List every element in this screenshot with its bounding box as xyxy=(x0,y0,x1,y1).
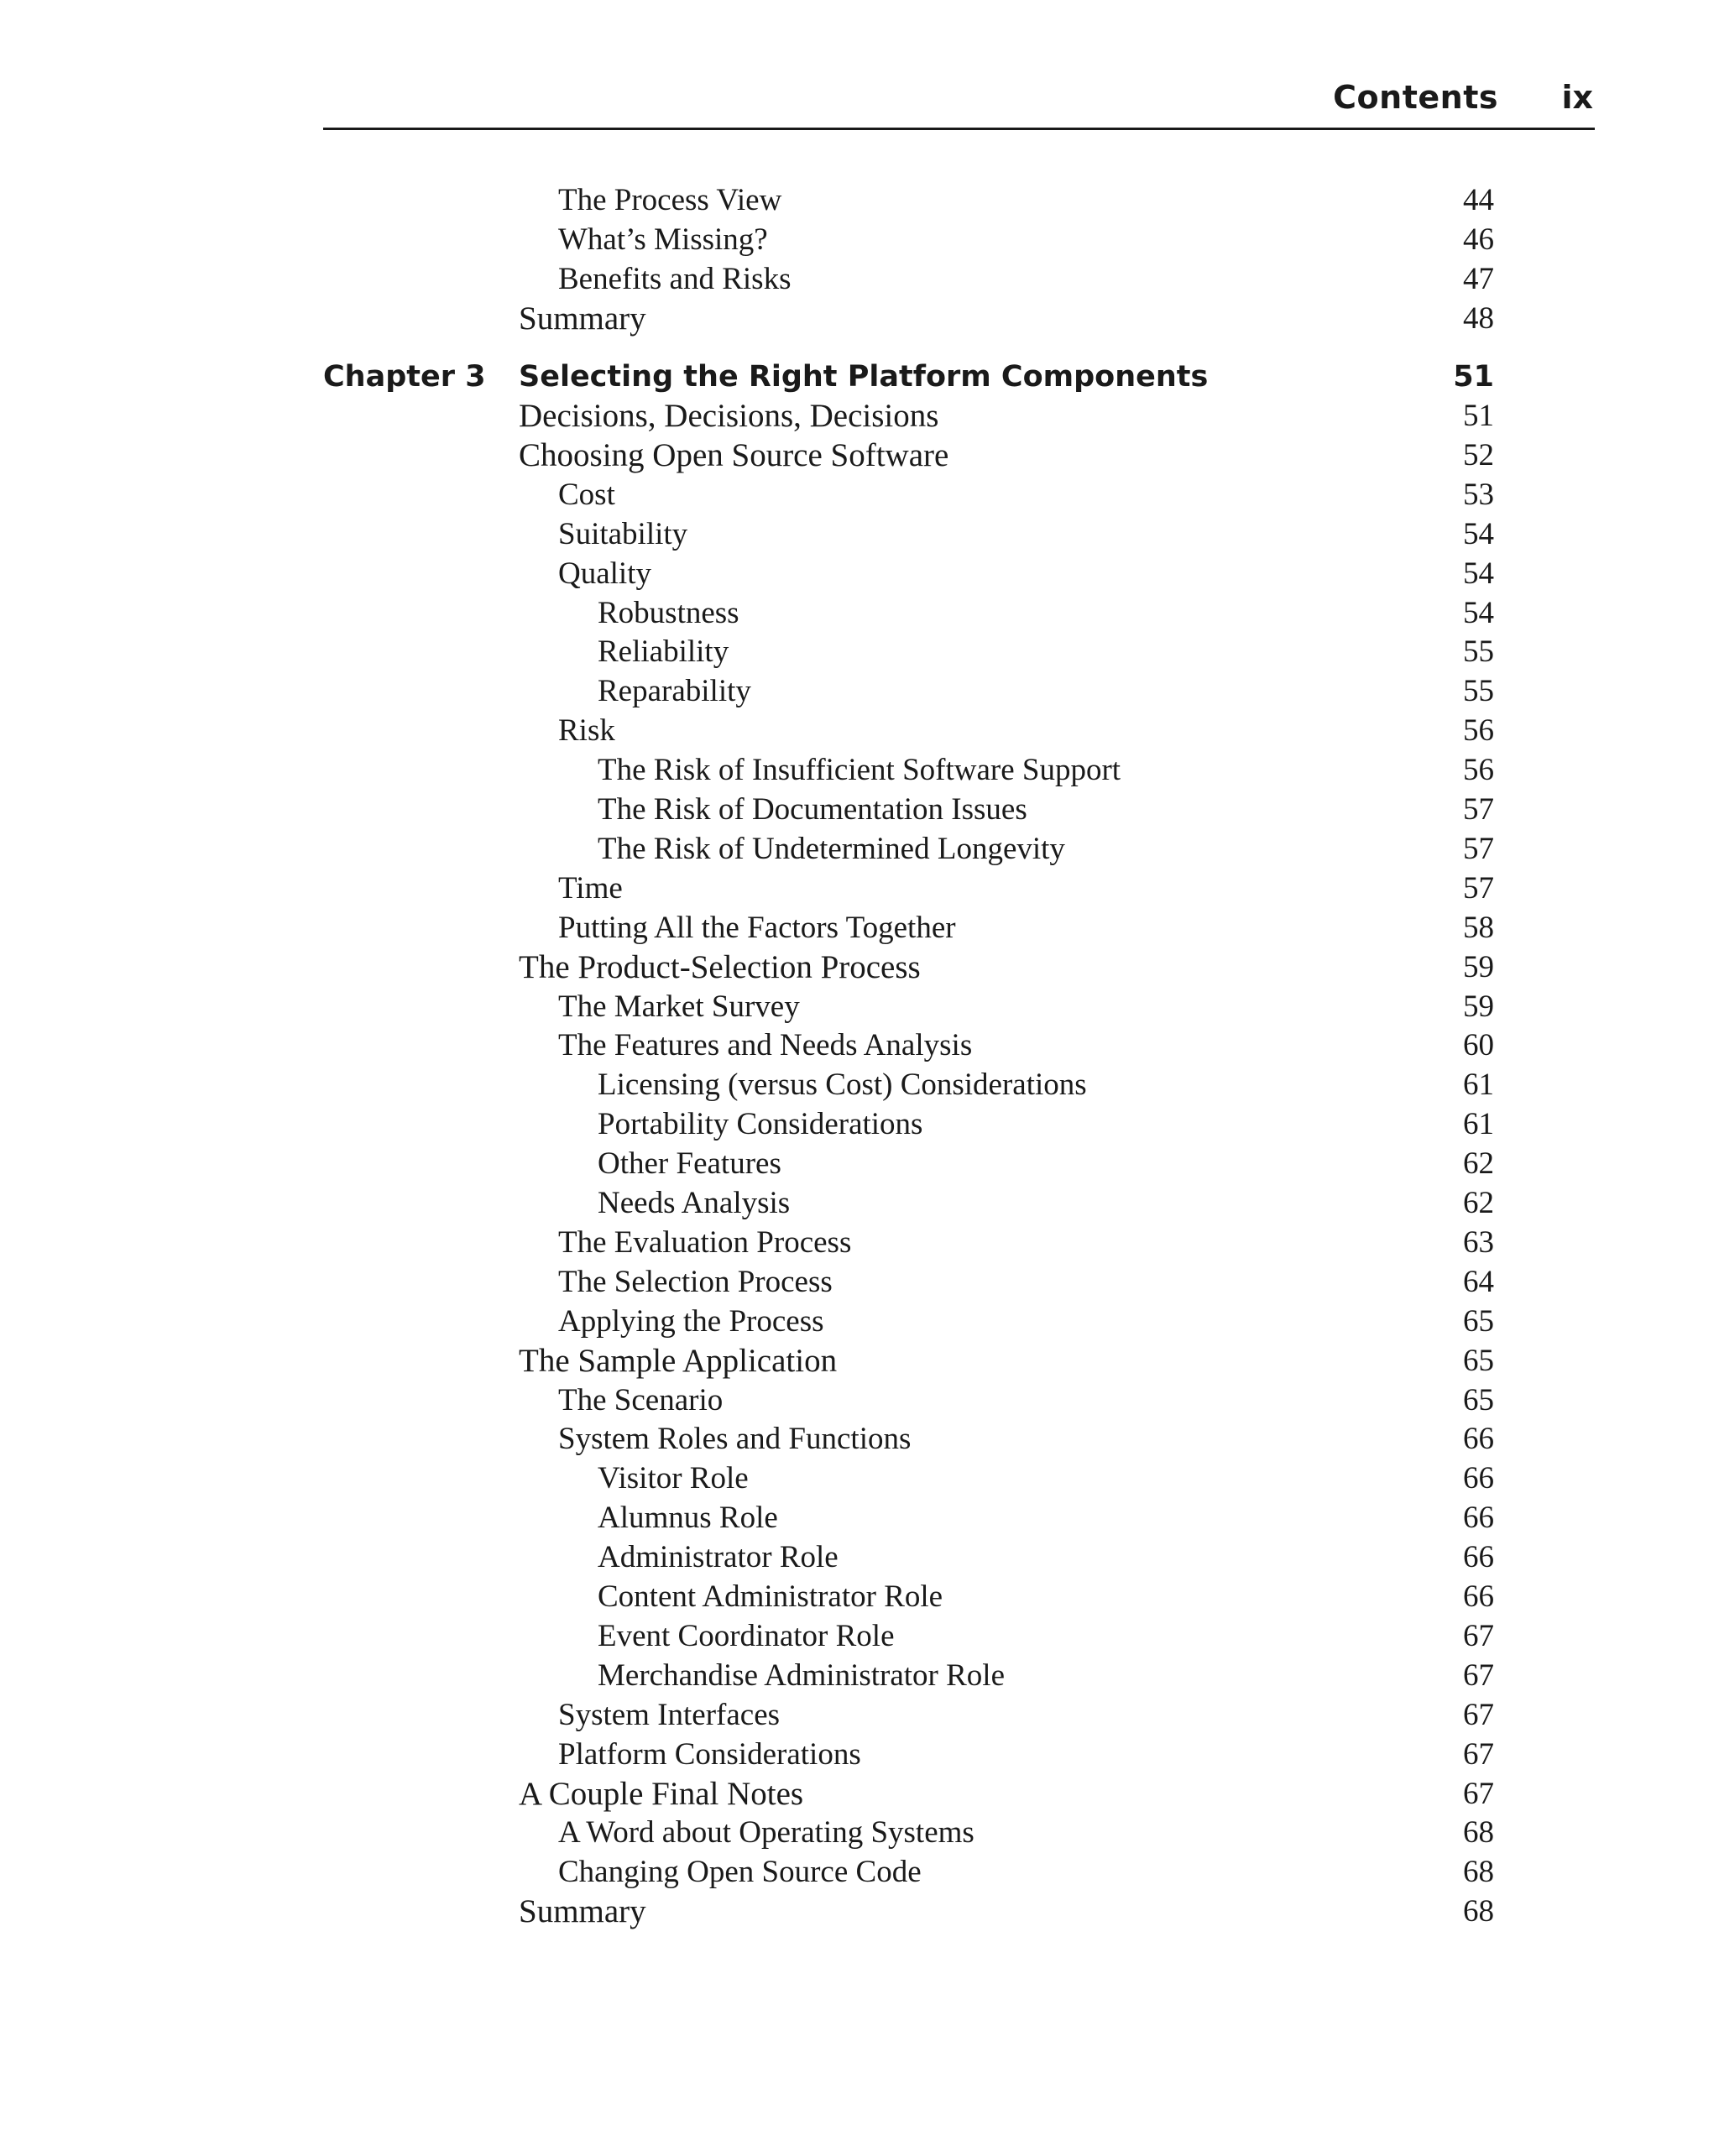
toc-entry xyxy=(323,476,1494,514)
toc-entry xyxy=(323,672,1494,711)
toc-entry xyxy=(323,1066,1494,1104)
toc-entry-title: System Interfaces xyxy=(558,1697,781,1732)
toc-entry-page-number: 62 xyxy=(1463,1186,1494,1220)
toc-entry-page-number: 48 xyxy=(1463,300,1494,336)
toc-entry-page-number: 64 xyxy=(1463,1264,1494,1299)
toc-entry-title: Alumnus Role xyxy=(598,1501,778,1536)
toc-entry-title: Putting All the Factors Together xyxy=(558,910,956,945)
toc-entry xyxy=(323,830,1494,869)
toc-entry xyxy=(323,1617,1494,1656)
running-header-page-number: ix xyxy=(1561,79,1593,116)
toc-entry-title: Summary xyxy=(519,300,646,337)
toc-entry-title: Needs Analysis xyxy=(598,1186,791,1220)
toc-entry-title: Merchandise Administrator Role xyxy=(598,1657,1006,1693)
toc-entry xyxy=(323,1263,1494,1302)
toc-entry-title: Reparability xyxy=(598,674,751,709)
toc-entry-title: Visitor Role xyxy=(598,1461,749,1496)
toc-entry-title: The Sample Application xyxy=(519,1342,838,1379)
toc-entry xyxy=(323,988,1494,1026)
toc-entry xyxy=(323,1026,1494,1065)
toc-entry-title: Event Coordinator Role xyxy=(598,1618,895,1653)
toc-entry xyxy=(323,1696,1494,1735)
toc-entry xyxy=(323,1736,1494,1774)
toc-entry xyxy=(323,1459,1494,1498)
toc-entry-title: The Risk of Insufficient Software Support xyxy=(598,753,1121,788)
toc-entry-page-number: 54 xyxy=(1463,595,1494,630)
toc-entry-title: The Risk of Undetermined Longevity xyxy=(598,831,1065,866)
toc-entry xyxy=(323,181,1494,220)
toc-entry xyxy=(323,1892,1494,1931)
toc-entry-page-number: 57 xyxy=(1463,792,1494,827)
toc-entry-title: Suitability xyxy=(558,516,688,551)
toc-entry-title: What’s Missing? xyxy=(558,222,768,257)
toc-entry xyxy=(323,1184,1494,1223)
chapter-title: Selecting the Right Platform Components xyxy=(519,360,1209,394)
toc-entry-page-number: 66 xyxy=(1463,1461,1494,1496)
toc-entry xyxy=(323,633,1494,671)
toc-entry-page-number: 67 xyxy=(1463,1697,1494,1732)
toc-entry-page-number: 67 xyxy=(1463,1736,1494,1772)
toc-entry-title: Platform Considerations xyxy=(558,1736,861,1772)
toc-entry-page-number: 67 xyxy=(1463,1657,1494,1693)
toc-entry-title: Benefits and Risks xyxy=(558,261,792,296)
toc-entry-title: The Features and Needs Analysis xyxy=(558,1028,973,1063)
toc-entry xyxy=(323,397,1494,436)
toc-entry xyxy=(323,300,1494,338)
toc-entry-title: System Roles and Functions xyxy=(558,1422,912,1457)
toc-entry-title: Summary xyxy=(519,1893,646,1930)
toc-entry-title: Time xyxy=(558,870,623,906)
toc-entry-page-number: 65 xyxy=(1463,1382,1494,1417)
toc-entry xyxy=(323,751,1494,790)
toc-entry xyxy=(323,1302,1494,1341)
toc-entry-title: Cost xyxy=(558,477,615,512)
toc-entry xyxy=(323,1578,1494,1616)
toc-entry-page-number: 65 xyxy=(1463,1343,1494,1378)
toc-entry-title: Content Administrator Role xyxy=(598,1579,943,1614)
toc-entry xyxy=(323,1538,1494,1577)
toc-entry xyxy=(323,869,1494,908)
toc-entry-page-number: 66 xyxy=(1463,1501,1494,1536)
toc-entry-title: Quality xyxy=(558,556,651,591)
chapter-number-label: Chapter 3 xyxy=(323,360,486,394)
chapter-page-number: 51 xyxy=(1453,360,1494,394)
toc-entry xyxy=(323,1853,1494,1892)
toc-entry-page-number: 67 xyxy=(1463,1618,1494,1653)
toc-entry-page-number: 55 xyxy=(1463,674,1494,709)
toc-entry-page-number: 68 xyxy=(1463,1815,1494,1851)
toc-entry xyxy=(323,1381,1494,1420)
toc-entry-title: Robustness xyxy=(598,595,739,630)
toc-entry-title: The Risk of Documentation Issues xyxy=(598,792,1027,827)
toc-entry-page-number: 57 xyxy=(1463,870,1494,906)
toc-entry-title: Changing Open Source Code xyxy=(558,1855,922,1890)
chapter-heading xyxy=(323,356,1494,398)
toc-entry-title: Licensing (versus Cost) Considerations xyxy=(598,1068,1087,1103)
toc-entry xyxy=(323,909,1494,947)
toc-entry-page-number: 55 xyxy=(1463,634,1494,670)
toc-entry-page-number: 59 xyxy=(1463,949,1494,984)
toc-entry-title: Decisions, Decisions, Decisions xyxy=(519,398,939,434)
toc-entry-page-number: 56 xyxy=(1463,713,1494,749)
toc-entry xyxy=(323,791,1494,829)
toc-entry-title: Other Features xyxy=(598,1146,781,1182)
toc-entry-page-number: 53 xyxy=(1463,477,1494,512)
toc-entry-page-number: 62 xyxy=(1463,1146,1494,1182)
toc-entry xyxy=(323,1105,1494,1144)
toc-entry-title: A Word about Operating Systems xyxy=(558,1815,974,1851)
toc-entry-page-number: 59 xyxy=(1463,989,1494,1024)
toc-entry-page-number: 47 xyxy=(1463,261,1494,296)
toc-entry-page-number: 61 xyxy=(1463,1068,1494,1103)
toc-entry-title: The Scenario xyxy=(558,1382,724,1417)
toc-entry-page-number: 58 xyxy=(1463,910,1494,945)
toc-entry-title: Reliability xyxy=(598,634,729,670)
toc-entry-page-number: 68 xyxy=(1463,1855,1494,1890)
toc-entry-title: Portability Considerations xyxy=(598,1107,923,1142)
toc-entry-page-number: 61 xyxy=(1463,1107,1494,1142)
toc-entry xyxy=(323,1499,1494,1537)
toc-entry xyxy=(323,1145,1494,1183)
toc-entry-page-number: 66 xyxy=(1463,1422,1494,1457)
toc-entry xyxy=(323,1420,1494,1459)
toc-entry-page-number: 44 xyxy=(1463,183,1494,217)
toc-entry-title: Risk xyxy=(558,713,615,749)
toc-entry-page-number: 54 xyxy=(1463,556,1494,591)
toc-entry-title: The Product-Selection Process xyxy=(519,948,921,985)
toc-entry-title: The Process View xyxy=(558,183,782,217)
running-header xyxy=(323,74,1595,130)
toc-entry xyxy=(323,555,1494,593)
toc-entry-title: A Couple Final Notes xyxy=(519,1775,804,1812)
toc-entry-page-number: 60 xyxy=(1463,1028,1494,1063)
toc-entry xyxy=(323,515,1494,554)
running-header-title: Contents xyxy=(1333,79,1498,116)
toc-entry-page-number: 56 xyxy=(1463,753,1494,788)
toc-entry-title: The Market Survey xyxy=(558,989,800,1024)
toc-entry xyxy=(323,436,1494,475)
toc-entry xyxy=(323,712,1494,750)
toc-entry-page-number: 67 xyxy=(1463,1776,1494,1811)
toc-entry xyxy=(323,1775,1494,1814)
toc-entry-page-number: 68 xyxy=(1463,1894,1494,1929)
toc-entry-page-number: 54 xyxy=(1463,516,1494,551)
toc-entry-page-number: 66 xyxy=(1463,1579,1494,1614)
toc-entry-page-number: 57 xyxy=(1463,831,1494,866)
toc-entry-title: Administrator Role xyxy=(598,1540,839,1575)
toc-entry-title: The Selection Process xyxy=(558,1264,833,1299)
toc-entry-title: Choosing Open Source Software xyxy=(519,436,949,473)
toc-entry xyxy=(323,948,1494,987)
toc-entry-page-number: 63 xyxy=(1463,1224,1494,1260)
toc-entry xyxy=(323,260,1494,299)
toc-entry-page-number: 46 xyxy=(1463,222,1494,257)
toc-entry-page-number: 66 xyxy=(1463,1540,1494,1575)
toc-entry xyxy=(323,221,1494,259)
toc-entry xyxy=(323,1657,1494,1695)
toc-entry xyxy=(323,594,1494,633)
toc-entry xyxy=(323,1814,1494,1852)
toc-entry-title: Applying the Process xyxy=(558,1303,824,1339)
toc-entry-page-number: 65 xyxy=(1463,1303,1494,1339)
toc-entry-page-number: 52 xyxy=(1463,437,1494,472)
toc-entry xyxy=(323,1224,1494,1262)
toc-entry-title: The Evaluation Process xyxy=(558,1224,852,1260)
toc-entry-page-number: 51 xyxy=(1463,399,1494,433)
toc-entry xyxy=(323,1342,1494,1381)
